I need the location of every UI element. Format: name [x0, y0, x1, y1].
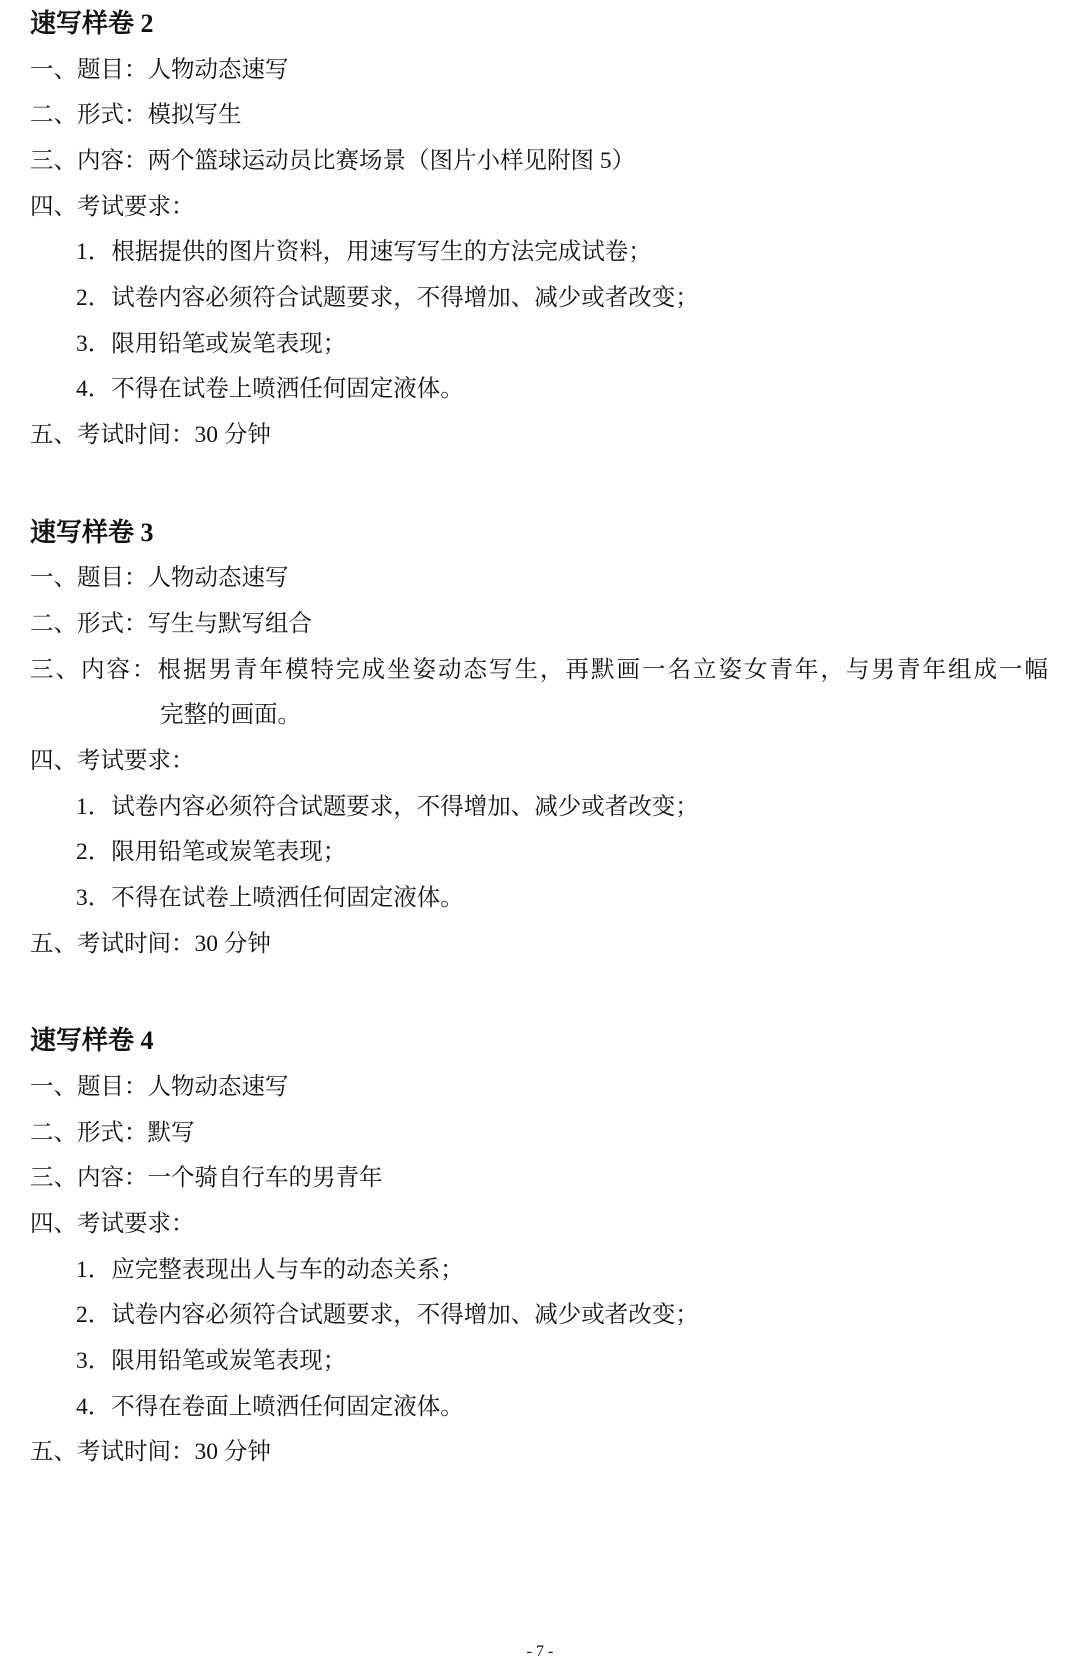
section-title: 速写样卷 4	[30, 1026, 154, 1056]
section-title: 速写样卷 2	[30, 9, 154, 38]
exam-time-line: 五、考试时间：30 分钟	[30, 930, 271, 957]
topic-line: 一、题目：人物动态速写	[30, 565, 289, 592]
section-title: 速写样卷 3	[30, 517, 154, 547]
requirement-item: 3．不得在试卷上喷洒任何固定液体。	[76, 885, 464, 911]
form-line: 二、形式：默写	[30, 1119, 195, 1146]
form-line: 二、形式：写生与默写组合	[30, 610, 312, 637]
requirement-item: 1．根据提供的图片资料，用速写写生的方法完成试卷；	[76, 239, 652, 266]
requirement-item: 2．限用铅笔或炭笔表现；	[76, 839, 347, 866]
requirement-item: 3．限用铅笔或炭笔表现；	[76, 1348, 347, 1374]
topic-line: 一、题目：人物动态速写	[30, 56, 289, 83]
content-line: 三、内容：两个篮球运动员比赛场景（图片小样见附图 5）	[30, 147, 636, 174]
requirements-heading: 四、考试要求：	[30, 747, 195, 774]
requirement-item: 2．试卷内容必须符合试题要求，不得增加、减少或者改变；	[76, 1302, 699, 1329]
sample-paper-4	[30, 1017, 1080, 1476]
content-line-continuation: 完整的画面。	[160, 702, 301, 729]
requirements-heading: 四、考试要求：	[30, 193, 195, 220]
content-line: 三、内容：一个骑自行车的男青年	[30, 1165, 383, 1192]
sample-paper-3	[30, 509, 1080, 968]
topic-line: 一、题目：人物动态速写	[30, 1073, 289, 1100]
content-line: 三、内容：根据男青年模特完成坐姿动态写生，再默画一名立姿女青年，与男青年组成一幅	[30, 656, 1050, 683]
requirement-item: 4．不得在试卷上喷洒任何固定液体。	[76, 376, 464, 403]
requirement-item: 3．限用铅笔或炭笔表现；	[76, 330, 347, 357]
requirement-item: 1．应完整表现出人与车的动态关系；	[76, 1256, 464, 1283]
form-line: 二、形式：模拟写生	[30, 102, 242, 129]
page-number: - 7 -	[526, 1643, 554, 1660]
exam-time-line: 五、考试时间：30 分钟	[30, 422, 271, 448]
exam-time-line: 五、考试时间：30 分钟	[30, 1439, 271, 1466]
requirements-heading: 四、考试要求：	[30, 1210, 195, 1237]
requirement-item: 4．不得在卷面上喷洒任何固定液体。	[76, 1393, 464, 1420]
sample-paper-2	[30, 0, 1080, 459]
requirement-item: 1．试卷内容必须符合试题要求，不得增加、减少或者改变；	[76, 793, 699, 820]
requirement-item: 2．试卷内容必须符合试题要求，不得增加、减少或者改变；	[76, 284, 699, 311]
